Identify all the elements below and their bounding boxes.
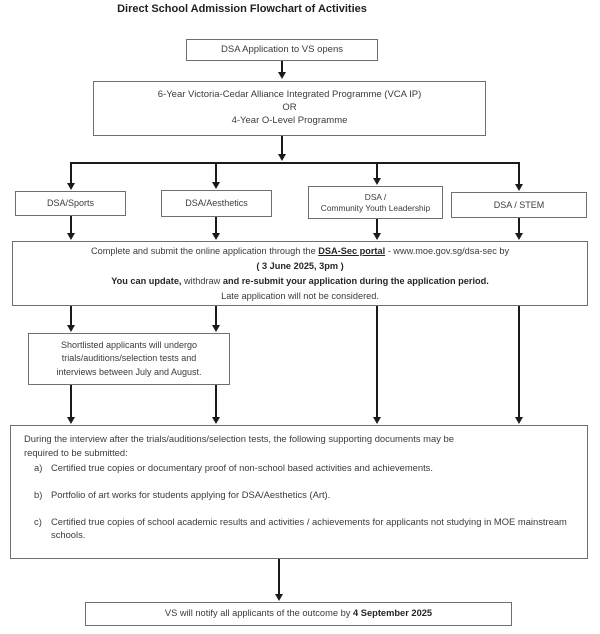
arrowhead-icon [275,594,283,601]
arrowhead-icon [373,233,381,240]
arrowhead-icon [515,233,523,240]
flow-arrow [215,385,217,417]
list-text: Portfolio of art works for students applying for DSA/Aesthetics (Art). [51,488,331,500]
arrowhead-icon [67,183,75,190]
apply-text: and re-submit your application during the application period. [222,275,489,286]
programme-line: OR [282,102,297,114]
apply-text: Complete and submit the online application through the [90,245,319,256]
apply-line-4: Late application will not be considered. [221,290,379,301]
flow-arrow [281,61,283,72]
list-marker: a) [34,462,43,474]
dsa-sec-portal-link[interactable]: DSA-Sec portal [318,245,386,256]
arrowhead-icon [67,417,75,424]
flow-arrow [215,164,217,182]
arrowhead-icon [212,182,220,189]
flow-arrow [215,306,217,325]
apply-line-1 [13,244,587,259]
programme-line: 4-Year O-Level Programme [231,114,348,126]
arrowhead-icon [278,72,286,79]
apply-text: - www.moe.gov.sg/dsa-sec by [385,245,510,256]
node-label: DSA/Aesthetics [185,198,248,209]
flow-arrow [70,216,72,233]
flow-arrow [518,306,520,417]
documents-intro-line: During the interview after the trials/auditions/selection tests, the following supporting documents may be [24,433,454,444]
flow-arrow [518,164,520,184]
node-dsa-community-youth-leadership [308,186,443,219]
list-item-a [34,461,435,475]
arrowhead-icon [373,417,381,424]
list-text: Certified true copies or documentary proof of non-school based activities and achievements. [51,462,433,474]
flow-arrow [376,306,378,417]
node-label: Community Youth Leadership [320,202,431,213]
flow-arrow [70,164,72,183]
list-marker: b) [34,488,43,500]
arrowhead-icon [373,178,381,185]
branch-connector-line [70,162,520,164]
outcome-text: VS will notify all applicants of the outcome by [164,608,354,618]
flow-arrow [281,136,283,154]
flow-arrow [215,217,217,233]
flow-arrow [70,306,72,325]
node-dsa-stem [451,192,587,218]
node-label: DSA Application to VS opens [221,43,343,55]
arrowhead-icon [212,325,220,332]
list-text: Certified true copies of school academic results and activities / achievements for applicants not studying in MOE mainstream schools. [51,515,567,541]
arrowhead-icon [67,233,75,240]
arrowhead-icon [278,154,286,161]
node-online-application [12,241,588,306]
shortlist-line: interviews between July and August. [56,366,202,377]
list-item-c [34,515,575,542]
arrowhead-icon [212,417,220,424]
node-application-opens [186,39,378,61]
node-dsa-aesthetics [161,190,272,217]
flow-arrow [70,385,72,417]
apply-text: withdraw [181,275,223,286]
node-shortlisted-trials [28,333,230,385]
shortlist-line: Shortlisted applicants will undergo [60,340,198,351]
page-title: Direct School Admission Flowchart of Activities [117,3,367,15]
flow-arrow [376,219,378,233]
arrowhead-icon [212,233,220,240]
flow-arrow [376,164,378,178]
node-dsa-sports [15,191,126,216]
node-programme-options [93,81,486,136]
node-label: DSA/Sports [46,198,95,209]
node-label: DSA / [364,191,387,202]
arrowhead-icon [515,184,523,191]
arrowhead-icon [67,325,75,332]
flow-arrow [518,218,520,233]
apply-line-3 [13,274,587,289]
node-outcome-notification [85,602,512,626]
node-supporting-documents [10,425,588,559]
list-marker: c) [34,515,42,527]
apply-text: You can update, [111,275,182,286]
outcome-date: 4 September 2025 [353,608,433,618]
documents-intro-line: required to be submitted: [24,446,128,458]
flow-arrow [278,559,280,594]
apply-deadline: ( 3 June 2025, 3pm ) [256,260,344,271]
programme-line: 6-Year Victoria-Cedar Alliance Integrated Programme (VCA IP) [157,89,422,101]
arrowhead-icon [515,417,523,424]
shortlist-line: trials/auditions/selection tests and [61,353,197,364]
node-label: DSA / STEM [493,199,545,210]
list-item-b [34,488,332,502]
